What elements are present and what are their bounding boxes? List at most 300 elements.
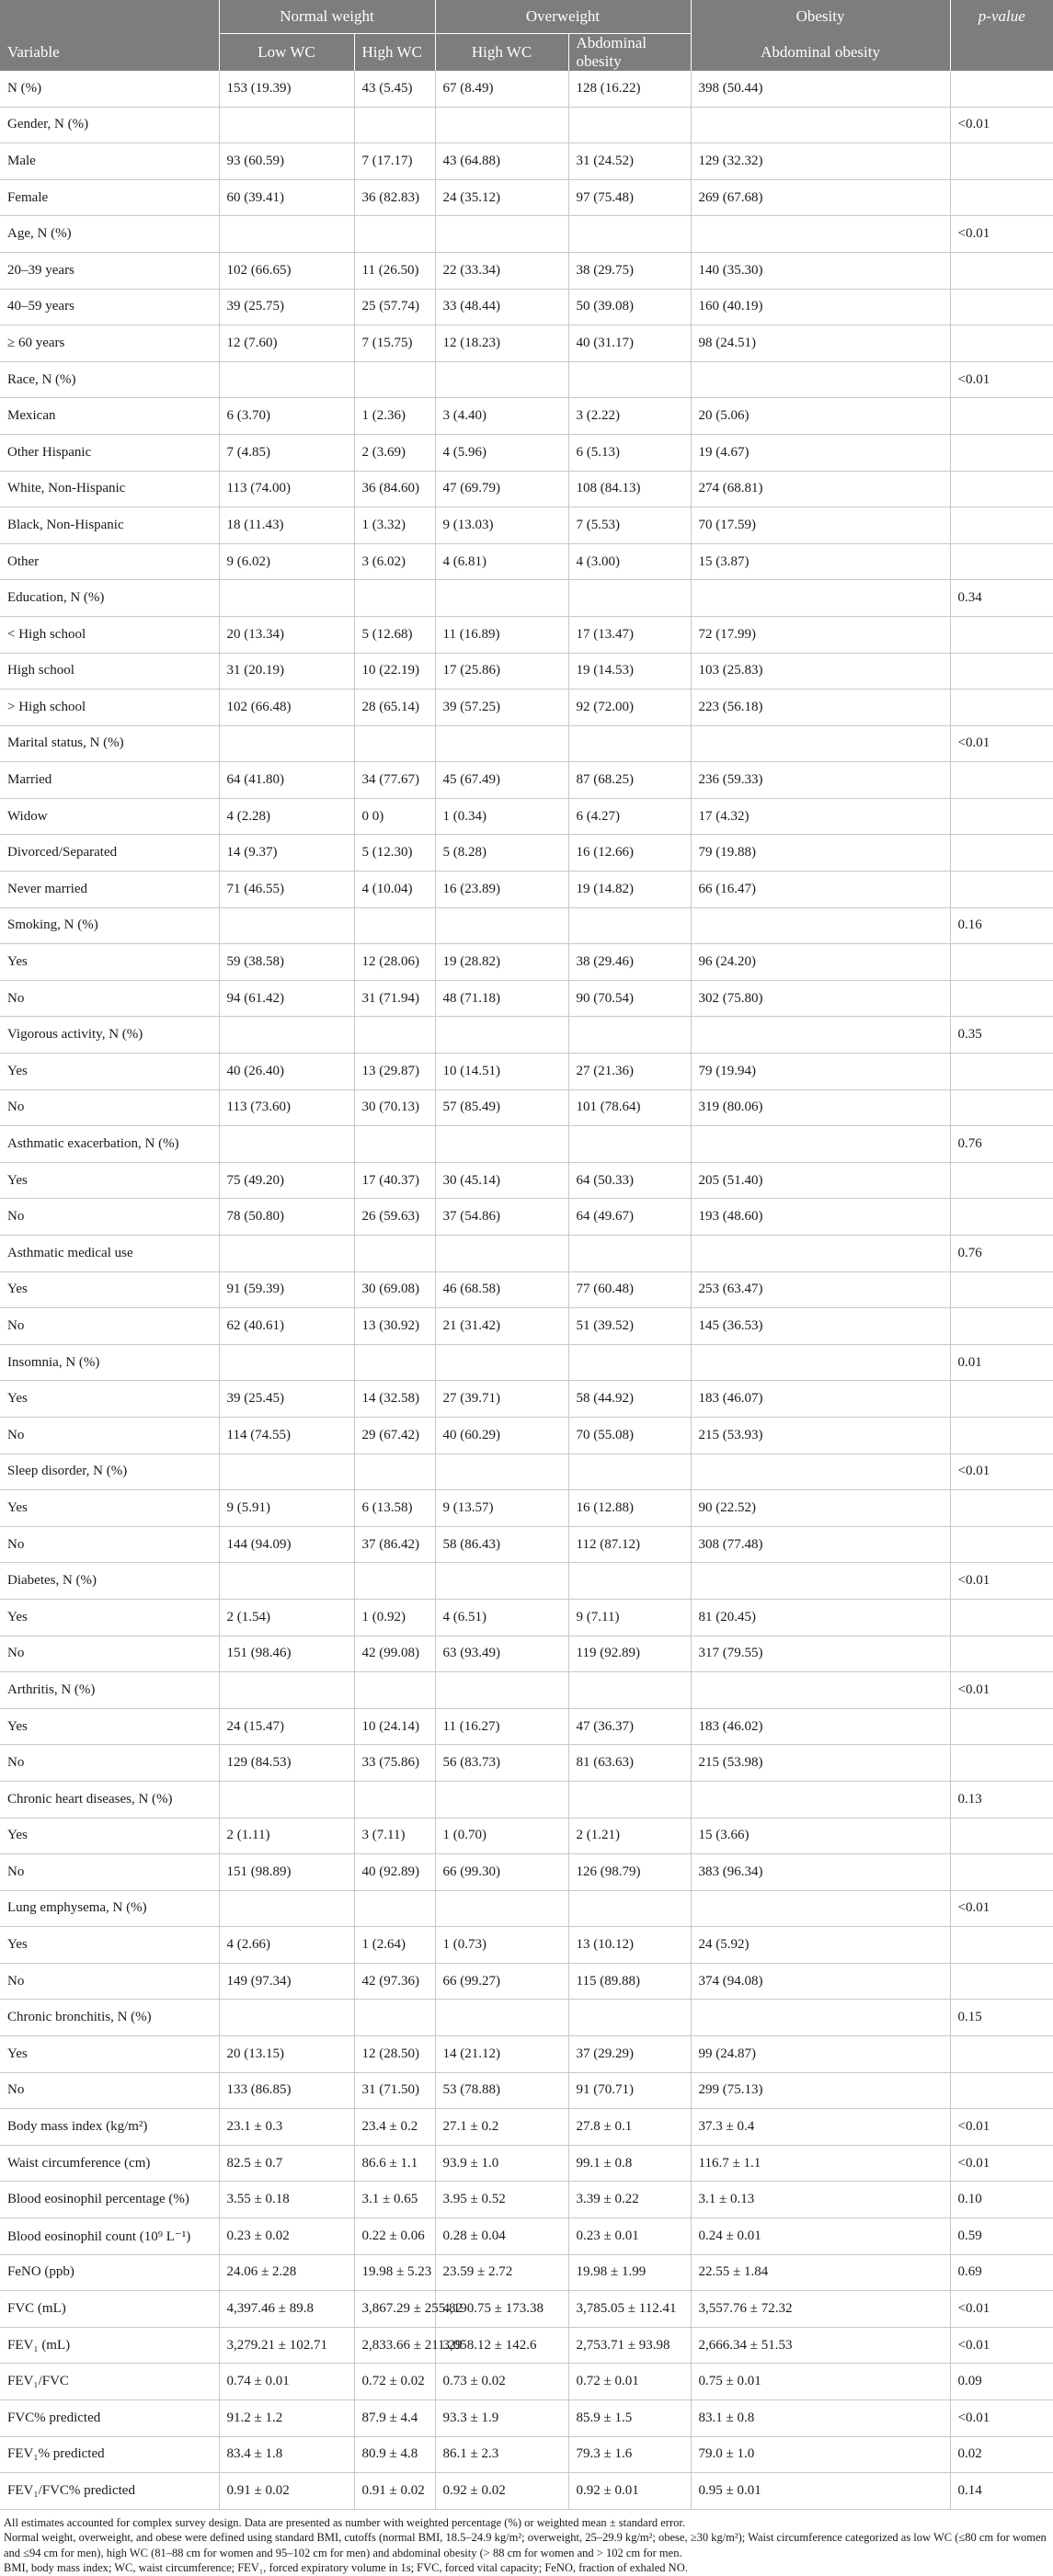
pvalue-cell: 0.76 <box>950 1126 1053 1163</box>
variable-cell: FEV₁ (mL) <box>0 2327 219 2364</box>
abdominal-obesity-obese-cell: 140 (35.30) <box>691 252 950 289</box>
abdominal-obesity-obese-cell: 205 (51.40) <box>691 1162 950 1199</box>
abdominal-obesity-obese-cell: 274 (68.81) <box>691 471 950 507</box>
high-wc-overweight-cell: 14 (21.12) <box>435 2036 568 2073</box>
abdominal-obesity-obese-cell: 308 (77.48) <box>691 1526 950 1563</box>
abdominal-obesity-obese-cell: 3.1 ± 0.13 <box>691 2182 950 2218</box>
high-wc-cell: 12 (28.50) <box>354 2036 435 2073</box>
abdominal-obesity-cell: 112 (87.12) <box>568 1526 691 1563</box>
high-wc-cell: 31 (71.50) <box>354 2072 435 2109</box>
abdominal-obesity-cell <box>568 907 691 944</box>
low-wc-cell: 91 (59.39) <box>219 1271 354 1308</box>
table-row <box>0 2145 1053 2182</box>
abdominal-obesity-obese-cell <box>691 216 950 253</box>
abdominal-obesity-obese-cell: 129 (32.32) <box>691 143 950 180</box>
table-row <box>0 1054 1053 1090</box>
abdominal-obesity-cell: 51 (39.52) <box>568 1308 691 1345</box>
variable-cell: Smoking, N (%) <box>0 907 219 944</box>
high-wc-cell <box>354 1126 435 1163</box>
high-wc-cell: 7 (17.17) <box>354 143 435 180</box>
high-wc-cell <box>354 216 435 253</box>
low-wc-cell: 3,279.21 ± 102.71 <box>219 2327 354 2364</box>
high-wc-cell: 3.1 ± 0.65 <box>354 2182 435 2218</box>
low-wc-cell <box>219 1890 354 1927</box>
variable-cell: Asthmatic medical use <box>0 1236 219 1272</box>
pvalue-cell: <0.01 <box>950 361 1053 398</box>
pvalue-cell: 0.76 <box>950 1236 1053 1272</box>
table-row <box>0 1563 1053 1600</box>
variable-cell: No <box>0 1854 219 1891</box>
pvalue-cell <box>950 944 1053 981</box>
pvalue-cell <box>950 1708 1053 1745</box>
variable-cell: Married <box>0 762 219 799</box>
variable-cell: Blood eosinophil count (10⁹ L⁻¹) <box>0 2218 219 2255</box>
high-wc-cell: 4 (10.04) <box>354 872 435 908</box>
low-wc-cell: 114 (74.55) <box>219 1417 354 1453</box>
high-wc-overweight-cell: 4 (6.81) <box>435 543 568 580</box>
abdominal-obesity-obese-cell: 66 (16.47) <box>691 872 950 908</box>
table-row <box>0 1089 1053 1126</box>
variable-cell: Yes <box>0 1381 219 1418</box>
pvalue-cell <box>950 1599 1053 1636</box>
variable-cell: Male <box>0 143 219 180</box>
high-wc-overweight-cell: 19 (28.82) <box>435 944 568 981</box>
high-wc-overweight-cell: 27 (39.71) <box>435 1381 568 1418</box>
low-wc-cell: 23.1 ± 0.3 <box>219 2109 354 2146</box>
table-row <box>0 2436 1053 2473</box>
pvalue-cell: 0.16 <box>950 907 1053 944</box>
high-wc-cell: 37 (86.42) <box>354 1526 435 1563</box>
variable-cell: No <box>0 1417 219 1453</box>
high-wc-cell <box>354 1563 435 1600</box>
high-wc-overweight-cell: 1 (0.70) <box>435 1818 568 1854</box>
high-wc-cell <box>354 1236 435 1272</box>
abdominal-obesity-cell: 87 (68.25) <box>568 762 691 799</box>
pvalue-cell: 0.13 <box>950 1781 1053 1818</box>
abdominal-obesity-cell: 19 (14.53) <box>568 653 691 690</box>
table-row <box>0 1636 1053 1672</box>
variable-cell: White, Non-Hispanic <box>0 471 219 507</box>
high-wc-overweight-cell: 45 (67.49) <box>435 762 568 799</box>
variable-cell: FVC% predicted <box>0 2400 219 2437</box>
table-row <box>0 1308 1053 1345</box>
high-wc-overweight-cell: 1 (0.34) <box>435 798 568 835</box>
low-wc-cell <box>219 1453 354 1490</box>
pvalue-cell <box>950 543 1053 580</box>
abdominal-obesity-obese-cell <box>691 1017 950 1054</box>
abdominal-obesity-cell: 40 (31.17) <box>568 325 691 362</box>
table-row <box>0 1126 1053 1163</box>
variable-cell: Yes <box>0 1599 219 1636</box>
pvalue-cell: 0.69 <box>950 2254 1053 2291</box>
high-wc-overweight-cell: 22 (33.34) <box>435 252 568 289</box>
table-row <box>0 835 1053 872</box>
table-row <box>0 690 1053 726</box>
table-row <box>0 1453 1053 1490</box>
pvalue-cell <box>950 325 1053 362</box>
high-wc-overweight-cell: 17 (25.86) <box>435 653 568 690</box>
low-wc-cell: 24.06 ± 2.28 <box>219 2254 354 2291</box>
table-row <box>0 434 1053 471</box>
high-wc-overweight-cell: 0.28 ± 0.04 <box>435 2218 568 2255</box>
variable-cell: Other <box>0 543 219 580</box>
pvalue-cell <box>950 835 1053 872</box>
variable-cell: No <box>0 1745 219 1782</box>
table-row <box>0 980 1053 1017</box>
abdominal-obesity-cell: 85.9 ± 1.5 <box>568 2400 691 2437</box>
high-wc-overweight-cell: 9 (13.57) <box>435 1490 568 1527</box>
abdominal-obesity-obese-cell <box>691 1672 950 1709</box>
abdominal-obesity-cell: 79.3 ± 1.6 <box>568 2436 691 2473</box>
low-wc-cell: 14 (9.37) <box>219 835 354 872</box>
abdominal-obesity-cell: 115 (89.88) <box>568 1963 691 2000</box>
abdominal-obesity-obese-cell: 383 (96.34) <box>691 1854 950 1891</box>
abdominal-obesity-cell: 3.39 ± 0.22 <box>568 2182 691 2218</box>
high-wc-overweight-cell <box>435 1344 568 1381</box>
variable-cell: Education, N (%) <box>0 580 219 617</box>
abdominal-obesity-obese-cell: 81 (20.45) <box>691 1599 950 1636</box>
table-row <box>0 543 1053 580</box>
abdominal-obesity-cell: 38 (29.46) <box>568 944 691 981</box>
table-row <box>0 616 1053 653</box>
table-row <box>0 1672 1053 1709</box>
low-wc-cell: 4 (2.28) <box>219 798 354 835</box>
high-wc-cell: 0.72 ± 0.02 <box>354 2364 435 2400</box>
abdominal-obesity-obese-cell: 0.95 ± 0.01 <box>691 2473 950 2510</box>
pvalue-cell <box>950 1818 1053 1854</box>
pvalue-cell: 0.14 <box>950 2473 1053 2510</box>
high-wc-cell: 6 (13.58) <box>354 1490 435 1527</box>
low-wc-cell: 78 (50.80) <box>219 1199 354 1236</box>
low-wc-cell: 3.55 ± 0.18 <box>219 2182 354 2218</box>
high-wc-cell: 34 (77.67) <box>354 762 435 799</box>
pvalue-cell <box>950 1417 1053 1453</box>
abdominal-obesity-cell: 126 (98.79) <box>568 1854 691 1891</box>
low-wc-cell: 151 (98.89) <box>219 1854 354 1891</box>
high-wc-overweight-cell <box>435 2000 568 2036</box>
variable-cell: Yes <box>0 1162 219 1199</box>
pvalue-cell <box>950 507 1053 544</box>
variable-cell: Never married <box>0 872 219 908</box>
high-wc-cell: 42 (99.08) <box>354 1636 435 1672</box>
variable-cell: No <box>0 2072 219 2109</box>
abdominal-obesity-obese-cell <box>691 1781 950 1818</box>
high-wc-cell <box>354 1344 435 1381</box>
table-row <box>0 762 1053 799</box>
high-wc-overweight-cell: 40 (60.29) <box>435 1417 568 1453</box>
abdominal-obesity-cell: 2 (1.21) <box>568 1818 691 1854</box>
abdominal-obesity-cell: 0.92 ± 0.01 <box>568 2473 691 2510</box>
table-row <box>0 1017 1053 1054</box>
high-wc-overweight-cell: 4 (5.96) <box>435 434 568 471</box>
low-wc-cell: 94 (61.42) <box>219 980 354 1017</box>
table-body <box>0 71 1053 2509</box>
low-wc-cell: 113 (74.00) <box>219 471 354 507</box>
variable-cell: Female <box>0 179 219 216</box>
abdominal-obesity-cell: 16 (12.66) <box>568 835 691 872</box>
pvalue-cell: <0.01 <box>950 725 1053 762</box>
high-wc-cell: 1 (3.32) <box>354 507 435 544</box>
high-wc-overweight-cell: 47 (69.79) <box>435 471 568 507</box>
high-wc-cell <box>354 361 435 398</box>
low-wc-cell <box>219 725 354 762</box>
abdominal-obesity-obese-cell: 37.3 ± 0.4 <box>691 2109 950 2146</box>
abdominal-obesity-cell: 101 (78.64) <box>568 1089 691 1126</box>
high-wc-overweight-cell: 10 (14.51) <box>435 1054 568 1090</box>
pvalue-cell: <0.01 <box>950 2291 1053 2328</box>
high-wc-cell: 13 (29.87) <box>354 1054 435 1090</box>
low-wc-cell <box>219 580 354 617</box>
high-wc-cell: 26 (59.63) <box>354 1199 435 1236</box>
table-row <box>0 2182 1053 2218</box>
abdominal-obesity-obese-cell: 20 (5.06) <box>691 398 950 435</box>
high-wc-cell: 14 (32.58) <box>354 1381 435 1418</box>
abdominal-obesity-obese-cell <box>691 107 950 143</box>
high-wc-cell: 43 (5.45) <box>354 71 435 107</box>
abdominal-obesity-obese-cell: 22.55 ± 1.84 <box>691 2254 950 2291</box>
variable-cell: > High school <box>0 690 219 726</box>
abdominal-obesity-obese-cell: 215 (53.98) <box>691 1745 950 1782</box>
abdominal-obesity-cell: 19 (14.82) <box>568 872 691 908</box>
variable-cell: No <box>0 1308 219 1345</box>
abdominal-obesity-cell <box>568 107 691 143</box>
high-wc-overweight-cell: 43 (64.88) <box>435 143 568 180</box>
low-wc-cell: 6 (3.70) <box>219 398 354 435</box>
abdominal-obesity-obese-cell: 3,557.76 ± 72.32 <box>691 2291 950 2328</box>
low-wc-cell: 20 (13.15) <box>219 2036 354 2073</box>
variable-cell: Yes <box>0 944 219 981</box>
abdominal-obesity-cell: 108 (84.13) <box>568 471 691 507</box>
abdominal-obesity-cell: 58 (44.92) <box>568 1381 691 1418</box>
pvalue-cell: <0.01 <box>950 216 1053 253</box>
table-row <box>0 507 1053 544</box>
pvalue-cell: <0.01 <box>950 2109 1053 2146</box>
high-wc-overweight-cell <box>435 361 568 398</box>
high-wc-cell <box>354 725 435 762</box>
table-row <box>0 2364 1053 2400</box>
high-wc-cell <box>354 107 435 143</box>
abdominal-obesity-cell <box>568 1672 691 1709</box>
variable-cell: Yes <box>0 2036 219 2073</box>
abdominal-obesity-obese-cell: 15 (3.66) <box>691 1818 950 1854</box>
abdominal-obesity-obese-cell: 72 (17.99) <box>691 616 950 653</box>
pvalue-cell <box>950 980 1053 1017</box>
low-wc-cell <box>219 1672 354 1709</box>
variable-cell: No <box>0 1199 219 1236</box>
pvalue-cell: <0.01 <box>950 107 1053 143</box>
table-row <box>0 872 1053 908</box>
high-wc-overweight-cell: 30 (45.14) <box>435 1162 568 1199</box>
pvalue-cell <box>950 71 1053 107</box>
table-header <box>0 0 1053 71</box>
high-wc-cell <box>354 1781 435 1818</box>
footnote: All estimates accounted for complex survey design. Data are presented as number with weighted percentage (%) or weighted mean ± standard error. <box>4 2515 685 2529</box>
variable-cell: Insomnia, N (%) <box>0 1344 219 1381</box>
variable-cell: FEV₁/FVC% predicted <box>0 2473 219 2510</box>
high-wc-cell: 33 (75.86) <box>354 1745 435 1782</box>
table-row <box>0 2254 1053 2291</box>
table-row <box>0 798 1053 835</box>
low-wc-cell: 18 (11.43) <box>219 507 354 544</box>
table-row <box>0 580 1053 617</box>
table-row <box>0 1927 1053 1964</box>
abdominal-obesity-cell: 119 (92.89) <box>568 1636 691 1672</box>
pvalue-cell <box>950 252 1053 289</box>
abdominal-obesity-cell: 3 (2.22) <box>568 398 691 435</box>
abdominal-obesity-obese-cell: 90 (22.52) <box>691 1490 950 1527</box>
pvalue-cell <box>950 616 1053 653</box>
abdominal-obesity-obese-cell: 83.1 ± 0.8 <box>691 2400 950 2437</box>
variable-cell: High school <box>0 653 219 690</box>
high-wc-overweight-cell <box>435 1236 568 1272</box>
high-wc-overweight-cell <box>435 1453 568 1490</box>
pvalue-cell: <0.01 <box>950 1563 1053 1600</box>
abdominal-obesity-cell: 38 (29.75) <box>568 252 691 289</box>
abdominal-obesity-cell: 64 (50.33) <box>568 1162 691 1199</box>
variable-cell: Marital status, N (%) <box>0 725 219 762</box>
abdominal-obesity-cell: 27 (21.36) <box>568 1054 691 1090</box>
high-wc-cell: 25 (57.74) <box>354 289 435 325</box>
variable-cell: No <box>0 1089 219 1126</box>
low-wc-cell: 62 (40.61) <box>219 1308 354 1345</box>
abdominal-obesity-obese-cell <box>691 1344 950 1381</box>
abdominal-obesity-cell <box>568 216 691 253</box>
pvalue-cell: 0.35 <box>950 1017 1053 1054</box>
low-wc-cell <box>219 107 354 143</box>
variable-cell: 40–59 years <box>0 289 219 325</box>
header-variable: Variable <box>0 34 219 72</box>
table-row <box>0 471 1053 507</box>
pvalue-cell <box>950 653 1053 690</box>
pvalue-cell <box>950 2072 1053 2109</box>
variable-cell: Vigorous activity, N (%) <box>0 1017 219 1054</box>
abdominal-obesity-obese-cell: 2,666.34 ± 51.53 <box>691 2327 950 2364</box>
abdominal-obesity-cell <box>568 1126 691 1163</box>
variable-cell: Waist circumference (cm) <box>0 2145 219 2182</box>
pvalue-cell: 0.34 <box>950 580 1053 617</box>
abdominal-obesity-cell: 128 (16.22) <box>568 71 691 107</box>
abdominal-obesity-obese-cell: 223 (56.18) <box>691 690 950 726</box>
variable-cell: Age, N (%) <box>0 216 219 253</box>
high-wc-cell: 2 (3.69) <box>354 434 435 471</box>
high-wc-overweight-cell: 5 (8.28) <box>435 835 568 872</box>
high-wc-overweight-cell: 48 (71.18) <box>435 980 568 1017</box>
variable-cell: FEV₁/FVC <box>0 2364 219 2400</box>
abdominal-obesity-obese-cell <box>691 580 950 617</box>
pvalue-cell: <0.01 <box>950 1672 1053 1709</box>
abdominal-obesity-cell <box>568 1563 691 1600</box>
abdominal-obesity-cell: 90 (70.54) <box>568 980 691 1017</box>
low-wc-cell <box>219 907 354 944</box>
table-row <box>0 1745 1053 1782</box>
variable-cell: No <box>0 1963 219 2000</box>
header-abdominal-obesity-obese: Abdominal obesity <box>691 34 950 72</box>
variable-cell: Chronic heart diseases, N (%) <box>0 1781 219 1818</box>
high-wc-overweight-cell: 4,190.75 ± 173.38 <box>435 2291 568 2328</box>
abdominal-obesity-obese-cell: 0.24 ± 0.01 <box>691 2218 950 2255</box>
pvalue-cell <box>950 1745 1053 1782</box>
variable-cell: Yes <box>0 1708 219 1745</box>
table-row <box>0 1599 1053 1636</box>
abdominal-obesity-cell: 47 (36.37) <box>568 1708 691 1745</box>
pvalue-cell <box>950 1308 1053 1345</box>
high-wc-overweight-cell: 1 (0.73) <box>435 1927 568 1964</box>
pvalue-cell: <0.01 <box>950 2400 1053 2437</box>
table-row <box>0 1236 1053 1272</box>
header-overweight: Overweight <box>435 0 691 34</box>
footnote: Normal weight, overweight, and obese were defined using standard BMI, cutoffs (normal BMI, 18.5–24.9 kg/m²; overweight, 25–29.9 kg/m²; obese, ≥30 kg/m²); Waist circumference categorized as low WC (≤80 cm for women and ≤94 cm for men), high WC (81–88 cm for women and 95–102 cm for men) and abdominal obesity (> 88 cm for women and > 102 cm for men. <box>4 2531 1047 2559</box>
high-wc-cell: 12 (28.06) <box>354 944 435 981</box>
high-wc-cell <box>354 1017 435 1054</box>
high-wc-overweight-cell: 3 (4.40) <box>435 398 568 435</box>
variable-cell: Diabetes, N (%) <box>0 1563 219 1600</box>
abdominal-obesity-cell <box>568 2000 691 2036</box>
high-wc-overweight-cell: 93.9 ± 1.0 <box>435 2145 568 2182</box>
abdominal-obesity-obese-cell: 269 (67.68) <box>691 179 950 216</box>
abdominal-obesity-cell: 0.23 ± 0.01 <box>568 2218 691 2255</box>
abdominal-obesity-cell <box>568 1344 691 1381</box>
high-wc-cell: 29 (67.42) <box>354 1417 435 1453</box>
high-wc-cell <box>354 580 435 617</box>
table-row <box>0 2000 1053 2036</box>
high-wc-overweight-cell: 24 (35.12) <box>435 179 568 216</box>
high-wc-cell: 19.98 ± 5.23 <box>354 2254 435 2291</box>
high-wc-overweight-cell: 11 (16.27) <box>435 1708 568 1745</box>
footnote: BMI, body mass index; WC, waist circumference; FEV₁, forced expiratory volume in 1s; FVC, forced vital capacity; FeNO, fraction of exhaled NO. <box>4 2561 688 2575</box>
abdominal-obesity-cell: 4 (3.00) <box>568 543 691 580</box>
abdominal-obesity-cell: 81 (63.63) <box>568 1745 691 1782</box>
high-wc-overweight-cell: 56 (83.73) <box>435 1745 568 1782</box>
abdominal-obesity-cell: 6 (5.13) <box>568 434 691 471</box>
variable-cell: Mexican <box>0 398 219 435</box>
header-blank <box>0 0 219 34</box>
variable-cell: Yes <box>0 1271 219 1308</box>
variable-cell: Blood eosinophil percentage (%) <box>0 2182 219 2218</box>
low-wc-cell: 149 (97.34) <box>219 1963 354 2000</box>
table-row <box>0 1818 1053 1854</box>
high-wc-overweight-cell: 46 (68.58) <box>435 1271 568 1308</box>
pvalue-cell: 0.09 <box>950 2364 1053 2400</box>
low-wc-cell: 133 (86.85) <box>219 2072 354 2109</box>
low-wc-cell: 113 (73.60) <box>219 1089 354 1126</box>
low-wc-cell: 91.2 ± 1.2 <box>219 2400 354 2437</box>
table-row <box>0 107 1053 143</box>
high-wc-cell: 86.6 ± 1.1 <box>354 2145 435 2182</box>
table-row <box>0 2072 1053 2109</box>
table-row <box>0 653 1053 690</box>
high-wc-cell: 1 (2.36) <box>354 398 435 435</box>
variable-cell: 20–39 years <box>0 252 219 289</box>
high-wc-cell: 36 (84.60) <box>354 471 435 507</box>
abdominal-obesity-obese-cell <box>691 725 950 762</box>
high-wc-overweight-cell: 39 (57.25) <box>435 690 568 726</box>
high-wc-overweight-cell <box>435 580 568 617</box>
table-row <box>0 325 1053 362</box>
high-wc-overweight-cell: 9 (13.03) <box>435 507 568 544</box>
variable-cell: Arthritis, N (%) <box>0 1672 219 1709</box>
abdominal-obesity-cell: 92 (72.00) <box>568 690 691 726</box>
abdominal-obesity-obese-cell: 15 (3.87) <box>691 543 950 580</box>
low-wc-cell: 83.4 ± 1.8 <box>219 2436 354 2473</box>
abdominal-obesity-cell: 3,785.05 ± 112.41 <box>568 2291 691 2328</box>
table-row <box>0 2327 1053 2364</box>
high-wc-overweight-cell <box>435 1126 568 1163</box>
table-row <box>0 1162 1053 1199</box>
high-wc-cell: 30 (69.08) <box>354 1271 435 1308</box>
table-row <box>0 1490 1053 1527</box>
header-obesity: Obesity <box>691 0 950 34</box>
variable-cell: Divorced/Separated <box>0 835 219 872</box>
